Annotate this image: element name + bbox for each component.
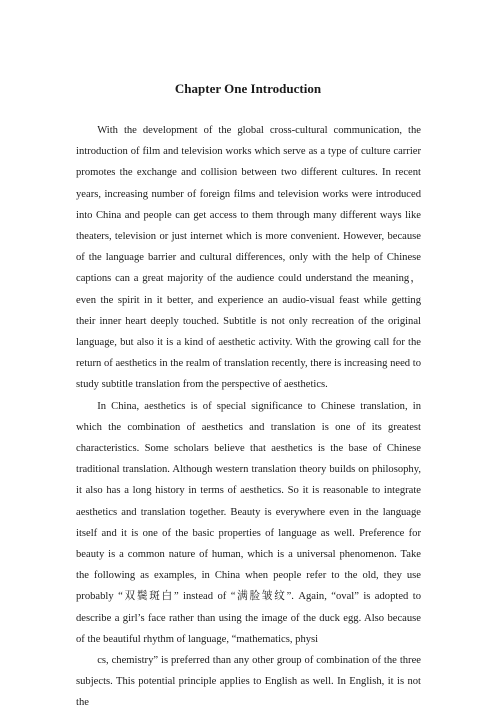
chapter-title: Chapter One Introduction: [174, 81, 322, 96]
body-text: [76, 120, 421, 714]
paragraph-2: In China, aesthetics is of special significance to Chinese translation, in which the combination of aesthetics and translation is one of its greatest characteristics. Some scholars believe that aesthetics is the base of Chinese traditional translation. Although western translation theory builds on philosophy, it also has a long history in terms of aesthetics. So it is reasonable to integrate aesthetics and translation together. Beauty is everywhere even in the language itself and it is one of the basic properties of language as well. Preference for beauty is a common nature of human, which is a universal phenomenon. Take the following as examples, in China when people refer to the old, they use probably “双鬓斑白” instead of “满脸皱纹”. Again, “oval” is adopted to describe a girl’s face rather than using the image of the duck egg. Also because of the beautiful rhythm of language, “mathematics, physi: [76, 400, 421, 645]
paragraph-1: With the development of the global cross-cultural communication, the introduction of film and television works which serve as a type of culture carrier promotes the exchange and collision between two different cultures. In recent years, increasing number of foreign films and television works were introduced into China and people can get access to them through many different ways like theaters, television or just internet which is more convenient. However, because of the language barrier and cultural differences, only with the help of Chinese captions can a great majority of the audience could understand the meaning，even the spirit in it better, and experience an audio-visual feast while getting their inner heart deeply touched. Subtitle is not only recreation of the original language, but also it is a kind of aesthetic activity. With the growing call for the return of aesthetics in the realm of translation recently, there is increasing need to study subtitle translation from the perspective of aesthetics.: [76, 125, 421, 391]
paragraph-3: cs, chemistry” is preferred than any other group of combination of the three subjects. This potential principle applies to English as well. In English, it is not the: [76, 655, 421, 709]
